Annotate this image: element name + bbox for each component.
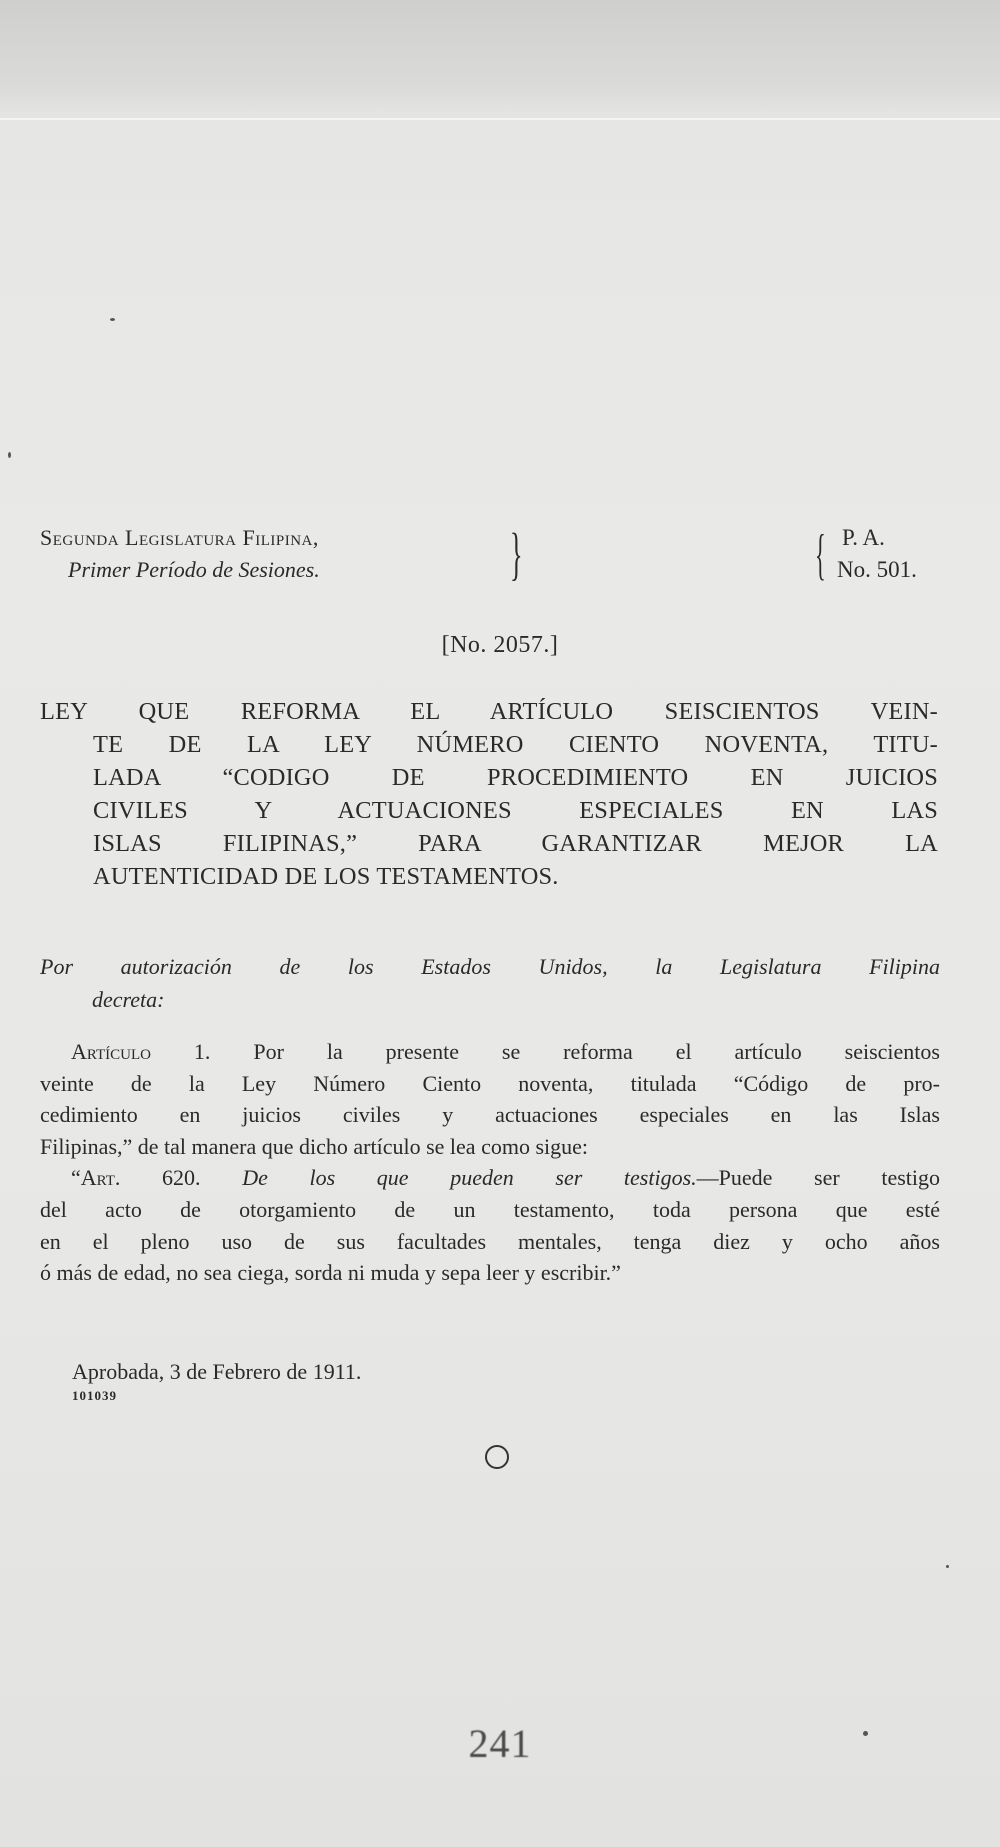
scan-speck bbox=[946, 1565, 949, 1568]
legislature-name: Segunda Legislatura Filipina, bbox=[40, 525, 319, 550]
article-620-line: ó más de edad, no sea ciega, sorda ni muda y sepa leer y escribir.” bbox=[40, 1260, 621, 1286]
enacting-clause-line: Por autorización de los Estados Unidos, la Legislatura Filipina bbox=[40, 954, 940, 979]
approval-date: Aprobada, 3 de Febrero de 1911. bbox=[72, 1359, 362, 1384]
page-number: 241 bbox=[468, 1721, 532, 1766]
law-number: [No. 2057.] bbox=[441, 632, 559, 658]
right-brace-glyph: } bbox=[510, 521, 523, 586]
law-title bbox=[40, 695, 938, 893]
scan-speck bbox=[8, 452, 11, 458]
article-620-heading: De los que pueden ser testigos. bbox=[242, 1165, 697, 1191]
law-title-line: CIVILES Y ACTUACIONES ESPECIALES EN LAS bbox=[93, 797, 938, 824]
enacting-clause-line: decreta: bbox=[92, 987, 165, 1012]
left-brace-glyph: { bbox=[815, 524, 826, 586]
article-body bbox=[40, 1036, 940, 1289]
article-620-line bbox=[40, 1162, 940, 1194]
article-1-line bbox=[40, 1036, 940, 1068]
law-title-line: LEY QUE REFORMA EL ARTÍCULO SEISCIENTOS VEIN- bbox=[40, 698, 938, 725]
enacting-clause bbox=[40, 950, 940, 1016]
open-quote: “ bbox=[71, 1165, 81, 1191]
document-header bbox=[40, 522, 940, 592]
session-name: Primer Período de Sesiones. bbox=[68, 557, 320, 582]
article-1-text: 1. Por la presente se reforma el artículo seiscientos bbox=[150, 1039, 940, 1064]
article-1-line: veinte de la Ley Número Ciento noventa, titulada “Código de pro- bbox=[40, 1070, 940, 1096]
scan-speck bbox=[110, 318, 115, 321]
article-620-line: del acto de otorgamiento de un testamento, toda persona que esté bbox=[40, 1196, 940, 1222]
law-title-line: TE DE LA LEY NÚMERO CIENTO NOVENTA, TITU- bbox=[93, 731, 938, 758]
article-620-text: —Puede ser testigo bbox=[696, 1165, 940, 1191]
bill-code: P. A. bbox=[842, 525, 885, 550]
law-title-line: ISLAS FILIPINAS,” PARA GARANTIZAR MEJOR LA bbox=[93, 830, 938, 857]
law-title-line: LADA “CODIGO DE PROCEDIMIENTO EN JUICIOS bbox=[93, 764, 938, 791]
bill-number: No. 501. bbox=[837, 557, 917, 582]
article-1-label: Artículo bbox=[71, 1039, 151, 1064]
document-code: 101039 bbox=[72, 1388, 117, 1403]
circle-ornament-icon bbox=[485, 1445, 509, 1469]
article-1-line: cedimiento en juicios civiles y actuaciones especiales en las Islas bbox=[40, 1102, 940, 1128]
article-620-label: Art. bbox=[80, 1165, 121, 1191]
article-1-line: Filipinas,” de tal manera que dicho artículo se lea como sigue: bbox=[40, 1133, 588, 1159]
article-620-number: 620. bbox=[120, 1165, 243, 1191]
law-title-line: AUTENTICIDAD DE LOS TESTAMENTOS. bbox=[93, 863, 559, 890]
scan-top-band bbox=[0, 0, 1000, 120]
page-fold-line bbox=[0, 118, 1000, 120]
article-620-line: en el pleno uso de sus facultades mentales, tenga diez y ocho años bbox=[40, 1228, 940, 1254]
header-left-block bbox=[40, 522, 510, 586]
